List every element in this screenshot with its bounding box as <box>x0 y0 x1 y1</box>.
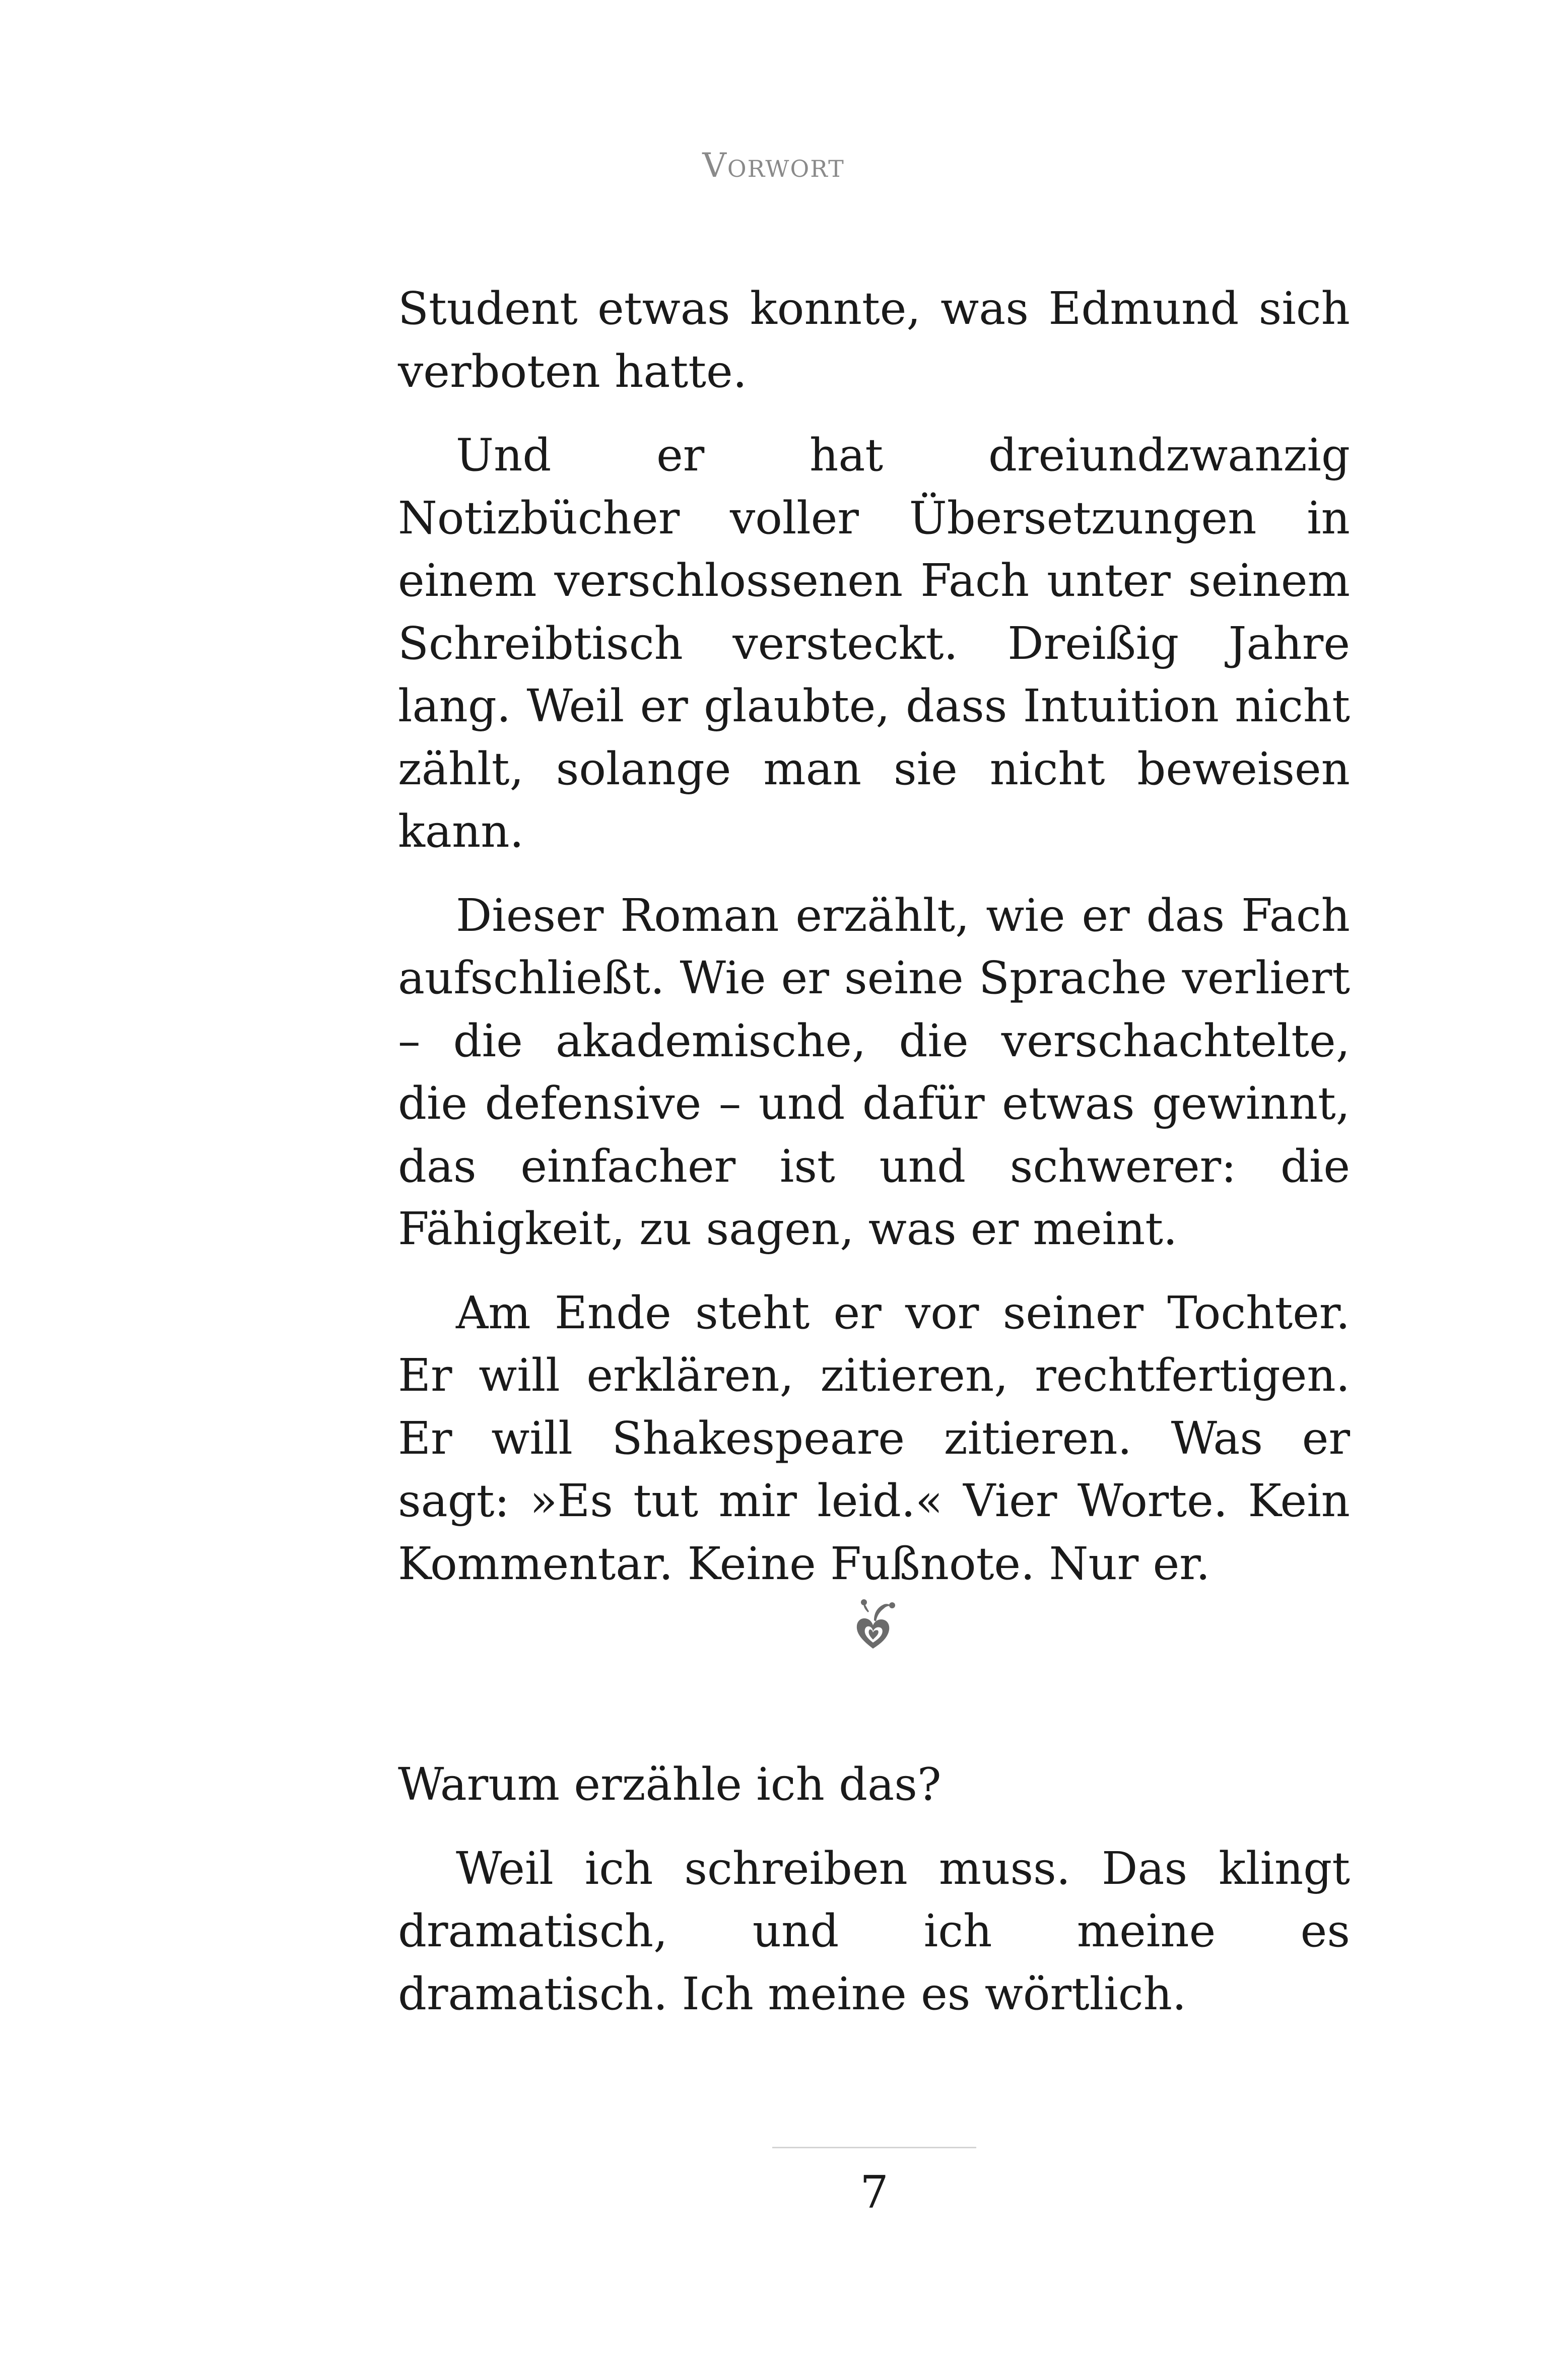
paragraph-continuation: Student etwas konnte, was Edmund sich verboten hatte. <box>398 282 1350 397</box>
paragraph-ending: Am Ende steht er vor seiner Tochter. Er will erklären, zitieren, rechtfertigen. Er will Shakespeare zitieren. Was er sagt: »Es tut mir leid.« Vier Worte. Kein Kommentar. Keine Fußnote. Nur er. <box>398 1286 1350 1590</box>
body-text-section-two <box>398 1753 1350 2046</box>
running-head: Vorwort <box>702 146 845 185</box>
paragraph-answer: Weil ich schreiben muss. Das klingt dramatisch, und ich meine es dramatisch. Ich meine es wörtlich. <box>398 1842 1350 2020</box>
paragraph-novel: Dieser Roman erzählt, wie er das Fach aufschließt. Wie er seine Sprache verliert – die akademische, die verschachtelte, die defensive – und dafür etwas gewinnt, das einfacher ist und schwerer: die Fähigkeit, zu sagen, was er meint. <box>398 889 1350 1255</box>
body-text-section-one <box>398 277 1350 1616</box>
fleuron-icon <box>844 1594 904 1655</box>
footer-rule <box>772 2147 976 2148</box>
page-number: 7 <box>860 2166 889 2218</box>
paragraph-notebooks: Und er hat dreiundzwanzig Notizbücher voller Übersetzungen in einem verschlossenen Fach unter seinem Schreibtisch versteckt. Dreißig Jahre lang. Weil er glaubte, dass Intuition nicht zählt, solange man sie nicht beweisen kann. <box>398 429 1350 857</box>
paragraph-question: Warum erzähle ich das? <box>398 1758 941 1810</box>
section-break <box>398 1594 1350 1665</box>
